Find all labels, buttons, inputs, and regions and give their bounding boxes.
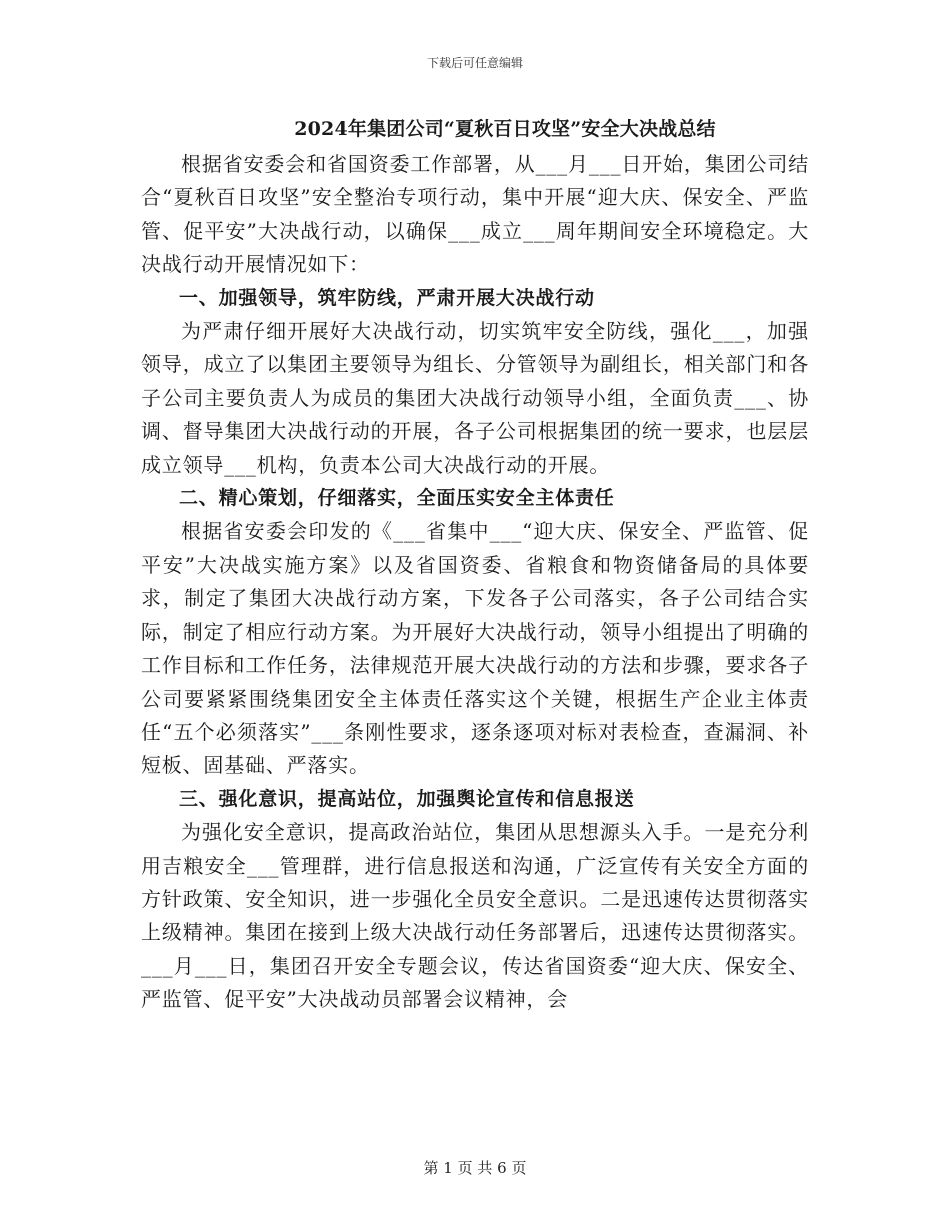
section-heading-2: 二、精心策划，仔细落实，全面压实安全主体责任: [179, 487, 615, 510]
document-title: 2024年集团公司“夏秋百日攻坚”安全大决战总结: [294, 118, 716, 140]
page-number: 第 1 页 共 6 页: [423, 1159, 527, 1177]
section-heading-3: 三、强化意识，提高站位，加强舆论宣传和信息报送: [179, 787, 635, 810]
paragraph-intro: 根据省安委会和省国资委工作部署，从___月___日开始，集团公司结合“夏秋百日攻坚”安全整治专项行动，集中开展“迎大庆、保安全、严监管、促平安”大决战行动，以确保___成立___周年期间安全环境稳定。大决战行动开展情况如下：: [141, 152, 809, 277]
paragraph-section-3: 为强化安全意识，提高政治站位，集团从思想源头入手。一是充分利用吉粮安全___管理群，进行信息报送和沟通，广泛宣传有关安全方面的方针政策、安全知识，进一步强化全员安全意识。二是迅速传达贯彻落实上级精神。集团在接到上级大决战行动任务部署后，迅速传达贯彻落实。___月___日，集团召开安全专题会议，传达省国资委“迎大庆、保安全、严监管、促平安”大决战动员部署会议精神，会: [141, 820, 809, 1012]
paragraph-section-1: 为严肃仔细开展好大决战行动，切实筑牢安全防线，强化___，加强领导，成立了以集团主要领导为组长、分管领导为副组长，相关部门和各子公司主要负责人为成员的集团大决战行动领导小组，全面负责___、协调、督导集团大决战行动的开展，各子公司根据集团的统一要求，也层层成立领导___机构，负责本公司大决战行动的开展。: [141, 319, 809, 477]
document-body: [141, 148, 809, 1017]
section-heading-1: 一、加强领导，筑牢防线，严肃开展大决战行动: [179, 286, 595, 309]
header-note: 下载后可任意编辑: [426, 56, 523, 70]
paragraph-section-2: 根据省安委会印发的《___省集中___“迎大庆、保安全、严监管、促平安”大决战实施方案》以及省国资委、省粮食和物资储备局的具体要求，制定了集团大决战行动方案，下发各子公司落实，各子公司结合实际，制定了相应行动方案。为开展好大决战行动，领导小组提出了明确的工作目标和工作任务，法律规范开展大决战行动的方法和步骤，要求各子公司要紧紧围绕集团安全主体责任落实这个关键，根据生产企业主体责任“五个必须落实”___条刚性要求，逐条逐项对标对表检查，查漏洞、补短板、固基础、严落实。: [141, 519, 809, 778]
